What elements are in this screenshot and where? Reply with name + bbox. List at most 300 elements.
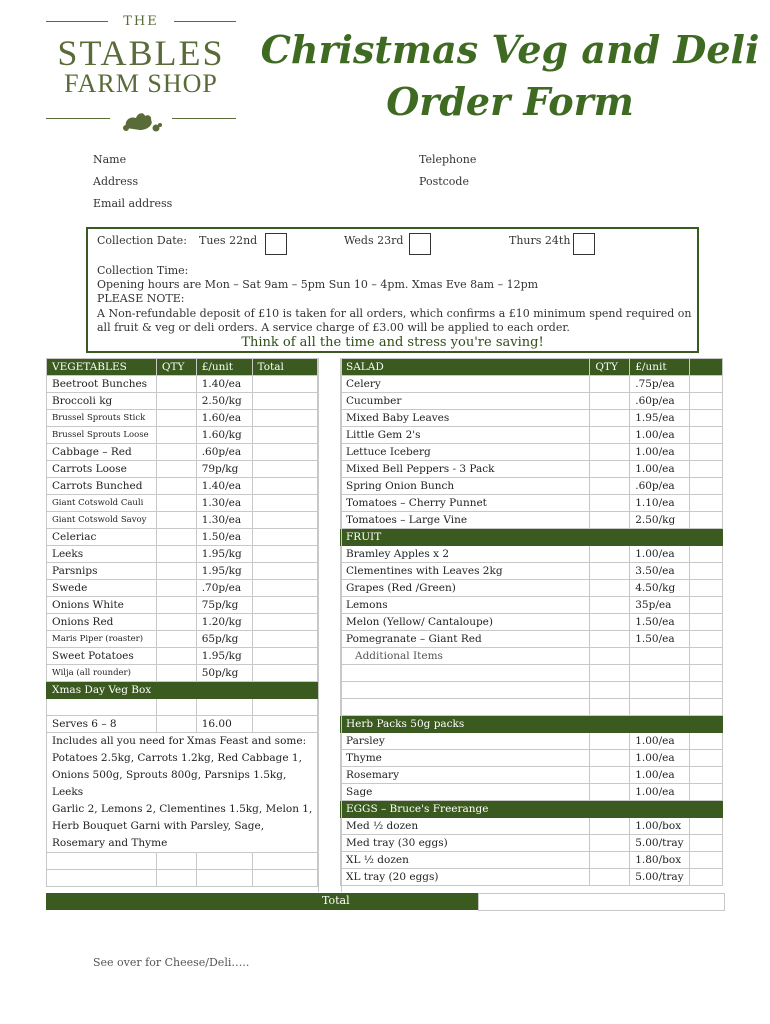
salad-row xyxy=(341,410,723,427)
fruit-row xyxy=(341,614,723,631)
blank-cell[interactable] xyxy=(156,870,196,887)
veg-item-name: Wilja (all rounder) xyxy=(47,665,157,682)
salad-total-cell[interactable] xyxy=(690,461,723,478)
veg-total-cell[interactable] xyxy=(252,580,317,597)
blank-cell[interactable] xyxy=(156,699,196,716)
veg-total-cell[interactable] xyxy=(252,461,317,478)
salad-total-cell[interactable] xyxy=(690,512,723,529)
fruit-item-name: Lemons xyxy=(341,597,590,614)
fruit-qty-cell[interactable] xyxy=(590,597,630,614)
fruit-item-name: Clementines with Leaves 2kg xyxy=(341,563,590,580)
salad-row xyxy=(341,376,723,393)
veg-total-cell[interactable] xyxy=(252,665,317,682)
herb-qty-cell[interactable] xyxy=(590,750,630,767)
note-line-1: A Non-refundable deposit of £10 is taken for all orders, which confirms a £10 minimum spend required on xyxy=(97,307,692,320)
salad-qty-cell[interactable] xyxy=(590,512,630,529)
veg-header: VEGETABLES xyxy=(47,359,157,376)
veg-qty-cell[interactable] xyxy=(156,512,196,529)
veg-qty-cell[interactable] xyxy=(156,597,196,614)
blank-row xyxy=(341,699,723,716)
fruit-qty-cell[interactable] xyxy=(590,614,630,631)
box-desc-line: Onions 500g, Sprouts 800g, Parsnips 1.5kg, Leeks xyxy=(52,769,287,798)
veg-price: .70p/ea xyxy=(196,580,252,597)
fruit-qty-cell[interactable] xyxy=(590,546,630,563)
center-divider xyxy=(318,358,342,892)
veg-qty-cell[interactable] xyxy=(156,427,196,444)
salad-total-cell[interactable] xyxy=(690,376,723,393)
veg-box-band xyxy=(47,682,318,699)
blank-row xyxy=(47,699,318,716)
logo-stables: STABLES xyxy=(57,33,225,73)
blank-cell[interactable] xyxy=(196,870,252,887)
collection-time-label: Collection Time: xyxy=(97,264,189,277)
salad-total-cell[interactable] xyxy=(690,393,723,410)
veg-item-name: Onions Red xyxy=(47,614,157,631)
serves-price: 16.00 xyxy=(196,716,252,733)
veg-item-name: Brussel Sprouts Loose xyxy=(47,427,157,444)
eggs-band xyxy=(341,801,723,818)
veg-item-name: Carrots Bunched xyxy=(47,478,157,495)
salad-row xyxy=(341,512,723,529)
logo-farm-shop: FARM SHOP xyxy=(64,69,218,98)
veg-qty-cell[interactable] xyxy=(156,461,196,478)
veg-qty-cell[interactable] xyxy=(156,529,196,546)
salad-item-name: Tomatoes – Large Vine xyxy=(341,512,590,529)
herb-total-cell[interactable] xyxy=(690,784,723,801)
veg-price: 1.20/kg xyxy=(196,614,252,631)
salad-row xyxy=(341,495,723,512)
veg-qty-cell[interactable] xyxy=(156,376,196,393)
salad-row xyxy=(341,478,723,495)
fruit-qty-cell[interactable] xyxy=(590,580,630,597)
veg-qty-cell[interactable] xyxy=(156,444,196,461)
blank-cell[interactable] xyxy=(252,853,317,870)
veg-row xyxy=(47,614,318,631)
salad-item-name: Celery xyxy=(341,376,590,393)
name-label: Name xyxy=(93,153,127,166)
box-desc-line: Rosemary and Thyme xyxy=(52,837,168,849)
veg-row xyxy=(47,393,318,410)
veg-item-name: Parsnips xyxy=(47,563,157,580)
veg-price: .60p/ea xyxy=(196,444,252,461)
footer-note: See over for Cheese/Deli….. xyxy=(93,956,250,969)
veg-qty-cell[interactable] xyxy=(156,546,196,563)
salad-qty-cell[interactable] xyxy=(590,461,630,478)
email-label: Email address xyxy=(93,197,173,210)
total-input[interactable] xyxy=(478,893,725,911)
veg-total-cell[interactable] xyxy=(252,614,317,631)
blank-cell[interactable] xyxy=(690,699,723,716)
veg-price: 1.60/ea xyxy=(196,410,252,427)
herb-total-cell[interactable] xyxy=(690,750,723,767)
fruit-label: FRUIT xyxy=(341,529,723,546)
fruit-item-name: Melon (Yellow/ Cantaloupe) xyxy=(341,614,590,631)
herb-price: 1.00/ea xyxy=(630,733,690,750)
salad-item-name: Tomatoes – Cherry Punnet xyxy=(341,495,590,512)
veg-price: 79p/kg xyxy=(196,461,252,478)
veg-total-cell[interactable] xyxy=(252,563,317,580)
herb-item-name: Thyme xyxy=(341,750,590,767)
veg-total-cell[interactable] xyxy=(252,529,317,546)
veg-row xyxy=(47,376,318,393)
veg-item-name: Sweet Potatoes xyxy=(47,648,157,665)
box-desc-line: Potatoes 2.5kg, Carrots 1.2kg, Red Cabbage 1, xyxy=(52,752,302,764)
veg-row xyxy=(47,410,318,427)
salad-header-row xyxy=(341,359,723,376)
telephone-label: Telephone xyxy=(419,153,477,166)
blank-cell[interactable] xyxy=(690,682,723,699)
shop-logo xyxy=(46,14,236,142)
fruit-total-cell[interactable] xyxy=(690,614,723,631)
veg-total-cell[interactable] xyxy=(252,427,317,444)
veg-item-name: Celeriac xyxy=(47,529,157,546)
fruit-total-cell[interactable] xyxy=(690,597,723,614)
blank-cell[interactable] xyxy=(341,665,590,682)
blank-row xyxy=(47,870,318,887)
veg-total-cell[interactable] xyxy=(252,376,317,393)
salad-price: 1.00/ea xyxy=(630,427,690,444)
salad-row xyxy=(341,444,723,461)
salad-item-name: Mixed Baby Leaves xyxy=(341,410,590,427)
egg-qty-cell[interactable] xyxy=(590,869,630,886)
eggs-label: EGGS – Bruce's Freerange xyxy=(341,801,723,818)
salad-total-cell[interactable] xyxy=(690,444,723,461)
page-title xyxy=(260,26,760,130)
fruit-row xyxy=(341,631,723,648)
veg-row xyxy=(47,529,318,546)
veg-qty-cell[interactable] xyxy=(156,563,196,580)
veg-row xyxy=(47,597,318,614)
fruit-row xyxy=(341,580,723,597)
salad-price: .60p/ea xyxy=(630,478,690,495)
veg-total-cell[interactable] xyxy=(252,478,317,495)
salad-item-name: Cucumber xyxy=(341,393,590,410)
address-label: Address xyxy=(93,175,139,188)
veg-row xyxy=(47,546,318,563)
blank-cell[interactable] xyxy=(47,853,157,870)
fruit-item-name: Grapes (Red /Green) xyxy=(341,580,590,597)
salad-qty-cell[interactable] xyxy=(590,495,630,512)
veg-total-cell[interactable] xyxy=(252,648,317,665)
box-desc-row xyxy=(47,733,318,853)
salad-header: SALAD xyxy=(341,359,590,376)
blank-cell[interactable] xyxy=(47,699,157,716)
blank-cell[interactable] xyxy=(196,699,252,716)
veg-row xyxy=(47,580,318,597)
veg-price: 1.50/ea xyxy=(196,529,252,546)
veg-price: 2.50/kg xyxy=(196,393,252,410)
please-note-label: PLEASE NOTE: xyxy=(97,292,185,305)
herb-item-name: Rosemary xyxy=(341,767,590,784)
blank-cell[interactable] xyxy=(252,699,317,716)
salad-total-cell[interactable] xyxy=(690,478,723,495)
veg-item-name: Maris Piper (roaster) xyxy=(47,631,157,648)
salad-item-name: Little Gem 2's xyxy=(341,427,590,444)
egg-row xyxy=(341,852,723,869)
herb-total-cell[interactable] xyxy=(690,767,723,784)
collection-box xyxy=(86,227,699,353)
tues-checkbox[interactable] xyxy=(265,233,287,255)
egg-qty-cell[interactable] xyxy=(590,852,630,869)
egg-qty-cell[interactable] xyxy=(590,835,630,852)
veg-total-cell[interactable] xyxy=(252,393,317,410)
egg-item-name: XL tray (20 eggs) xyxy=(341,869,590,886)
egg-total-cell[interactable] xyxy=(690,835,723,852)
salad-extra-header xyxy=(690,359,723,376)
salad-price: .60p/ea xyxy=(630,393,690,410)
egg-row xyxy=(341,818,723,835)
blank-cell[interactable] xyxy=(690,665,723,682)
veg-price: 1.30/ea xyxy=(196,495,252,512)
salad-price: 2.50/kg xyxy=(630,512,690,529)
veg-price: 1.95/kg xyxy=(196,563,252,580)
total-label: Total xyxy=(322,894,350,907)
egg-total-cell[interactable] xyxy=(690,869,723,886)
fruit-price: 1.50/ea xyxy=(630,631,690,648)
herb-row xyxy=(341,750,723,767)
veg-qty-cell[interactable] xyxy=(156,631,196,648)
blank-row xyxy=(47,853,318,870)
salad-price: 1.95/ea xyxy=(630,410,690,427)
egg-item-name: Med ½ dozen xyxy=(341,818,590,835)
veg-price: 1.30/ea xyxy=(196,512,252,529)
salad-row xyxy=(341,393,723,410)
herb-qty-cell[interactable] xyxy=(590,733,630,750)
veg-row xyxy=(47,665,318,682)
herb-price: 1.00/ea xyxy=(630,767,690,784)
salad-item-name: Lettuce Iceberg xyxy=(341,444,590,461)
veg-item-name: Giant Cotswold Cauli xyxy=(47,495,157,512)
salad-qty-cell[interactable] xyxy=(590,393,630,410)
egg-price: 1.00/box xyxy=(630,818,690,835)
veg-item-name: Carrots Loose xyxy=(47,461,157,478)
additional-items-label: Additional Items xyxy=(341,648,590,665)
salad-price: 1.10/ea xyxy=(630,495,690,512)
veg-total-cell[interactable] xyxy=(252,512,317,529)
egg-item-name: Med tray (30 eggs) xyxy=(341,835,590,852)
veg-total-cell[interactable] xyxy=(252,631,317,648)
serves-row xyxy=(47,716,318,733)
veg-qty-cell[interactable] xyxy=(156,393,196,410)
additional-row xyxy=(341,648,723,665)
blank-cell[interactable] xyxy=(341,699,590,716)
veg-qty-cell[interactable] xyxy=(156,648,196,665)
veg-price: 1.60/kg xyxy=(196,427,252,444)
egg-qty-cell[interactable] xyxy=(590,818,630,835)
veg-price: 50p/kg xyxy=(196,665,252,682)
blank-cell[interactable] xyxy=(156,853,196,870)
serves-label: Serves 6 – 8 xyxy=(47,716,157,733)
blank-cell[interactable] xyxy=(590,648,630,665)
veg-box-label: Xmas Day Veg Box xyxy=(47,682,318,699)
day-thurs: Thurs 24th xyxy=(509,234,571,247)
postcode-label: Postcode xyxy=(419,175,469,188)
veg-item-name: Cabbage – Red xyxy=(47,444,157,461)
logo-the: THE xyxy=(123,14,159,29)
blank-cell[interactable] xyxy=(590,699,630,716)
veg-qty-cell[interactable] xyxy=(156,665,196,682)
blank-row xyxy=(341,665,723,682)
veg-qty-cell[interactable] xyxy=(156,614,196,631)
veg-item-name: Onions White xyxy=(47,597,157,614)
tagline: Think of all the time and stress you're saving! xyxy=(241,335,544,350)
egg-item-name: XL ½ dozen xyxy=(341,852,590,869)
fruit-row xyxy=(341,563,723,580)
chicken-icon xyxy=(118,104,164,134)
veg-total-cell[interactable] xyxy=(252,444,317,461)
fruit-price: 4.50/kg xyxy=(630,580,690,597)
veg-row xyxy=(47,631,318,648)
salad-unit-header: £/unit xyxy=(630,359,690,376)
herb-price: 1.00/ea xyxy=(630,750,690,767)
fruit-band xyxy=(341,529,723,546)
blank-cell[interactable] xyxy=(47,870,157,887)
unit-header: £/unit xyxy=(196,359,252,376)
herb-total-cell[interactable] xyxy=(690,733,723,750)
fruit-price: 35p/ea xyxy=(630,597,690,614)
veg-row xyxy=(47,563,318,580)
day-weds: Weds 23rd xyxy=(344,234,404,247)
herb-band xyxy=(341,716,723,733)
herb-item-name: Parsley xyxy=(341,733,590,750)
veg-table xyxy=(46,358,318,887)
fruit-total-cell[interactable] xyxy=(690,580,723,597)
day-tues: Tues 22nd xyxy=(199,234,258,247)
veg-header-row xyxy=(47,359,318,376)
blank-cell[interactable] xyxy=(630,682,690,699)
veg-item-name: Giant Cotswold Savoy xyxy=(47,512,157,529)
blank-cell[interactable] xyxy=(196,853,252,870)
blank-row xyxy=(341,682,723,699)
veg-price: 1.40/ea xyxy=(196,376,252,393)
fruit-item-name: Bramley Apples x 2 xyxy=(341,546,590,563)
salad-qty-cell[interactable] xyxy=(590,444,630,461)
fruit-total-cell[interactable] xyxy=(690,631,723,648)
veg-price: 75p/kg xyxy=(196,597,252,614)
weds-checkbox[interactable] xyxy=(409,233,431,255)
fruit-row xyxy=(341,597,723,614)
salad-row xyxy=(341,461,723,478)
veg-row xyxy=(47,512,318,529)
veg-item-name: Swede xyxy=(47,580,157,597)
box-desc-line: Garlic 2, Lemons 2, Clementines 1.5kg, Melon 1, xyxy=(52,803,313,815)
salad-qty-header: QTY xyxy=(590,359,630,376)
veg-total-cell[interactable] xyxy=(252,410,317,427)
veg-item-name: Leeks xyxy=(47,546,157,563)
veg-item-name: Beetroot Bunches xyxy=(47,376,157,393)
veg-row xyxy=(47,495,318,512)
blank-cell[interactable] xyxy=(630,665,690,682)
total-header: Total xyxy=(252,359,317,376)
salad-total-cell[interactable] xyxy=(690,427,723,444)
egg-price: 1.80/box xyxy=(630,852,690,869)
herb-price: 1.00/ea xyxy=(630,784,690,801)
fruit-total-cell[interactable] xyxy=(690,563,723,580)
egg-total-cell[interactable] xyxy=(690,818,723,835)
salad-qty-cell[interactable] xyxy=(590,410,630,427)
blank-cell[interactable] xyxy=(630,648,690,665)
blank-cell[interactable] xyxy=(590,665,630,682)
salad-qty-cell[interactable] xyxy=(590,376,630,393)
blank-cell[interactable] xyxy=(341,682,590,699)
salad-item-name: Spring Onion Bunch xyxy=(341,478,590,495)
salad-price: 1.00/ea xyxy=(630,461,690,478)
herb-qty-cell[interactable] xyxy=(590,767,630,784)
veg-price: 1.40/ea xyxy=(196,478,252,495)
veg-total-cell[interactable] xyxy=(252,597,317,614)
veg-total-cell[interactable] xyxy=(252,495,317,512)
box-description xyxy=(47,733,318,853)
veg-qty-cell[interactable] xyxy=(156,410,196,427)
salad-qty-cell[interactable] xyxy=(590,427,630,444)
blank-cell[interactable] xyxy=(630,699,690,716)
veg-row xyxy=(47,427,318,444)
herb-row xyxy=(341,733,723,750)
fruit-item-name: Pomegranate – Giant Red xyxy=(341,631,590,648)
veg-row xyxy=(47,461,318,478)
herb-qty-cell[interactable] xyxy=(590,784,630,801)
salad-item-name: Mixed Bell Peppers - 3 Pack xyxy=(341,461,590,478)
egg-price: 5.00/tray xyxy=(630,835,690,852)
thurs-checkbox[interactable] xyxy=(573,233,595,255)
veg-item-name: Brussel Sprouts Stick xyxy=(47,410,157,427)
serves-qty-cell[interactable] xyxy=(156,716,196,733)
veg-price: 65p/kg xyxy=(196,631,252,648)
collection-date-label: Collection Date: xyxy=(97,234,187,247)
egg-price: 5.00/tray xyxy=(630,869,690,886)
egg-row xyxy=(341,835,723,852)
salad-price: .75p/ea xyxy=(630,376,690,393)
blank-cell[interactable] xyxy=(690,648,723,665)
veg-item-name: Broccoli kg xyxy=(47,393,157,410)
fruit-total-cell[interactable] xyxy=(690,546,723,563)
salad-price: 1.00/ea xyxy=(630,444,690,461)
opening-hours: Opening hours are Mon – Sat 9am – 5pm Sun 10 – 4pm. Xmas Eve 8am – 12pm xyxy=(97,278,539,291)
fruit-qty-cell[interactable] xyxy=(590,631,630,648)
egg-total-cell[interactable] xyxy=(690,852,723,869)
veg-qty-cell[interactable] xyxy=(156,580,196,597)
fruit-price: 1.00/ea xyxy=(630,546,690,563)
blank-cell[interactable] xyxy=(590,682,630,699)
blank-cell[interactable] xyxy=(252,870,317,887)
veg-row xyxy=(47,478,318,495)
salad-total-cell[interactable] xyxy=(690,495,723,512)
herb-row xyxy=(341,784,723,801)
serves-total-cell[interactable] xyxy=(252,716,317,733)
egg-row xyxy=(341,869,723,886)
veg-row xyxy=(47,444,318,461)
title-line-2: Order Form xyxy=(386,79,634,124)
salad-row xyxy=(341,427,723,444)
title-line-1: Christmas Veg and Deli xyxy=(260,27,760,72)
salad-total-cell[interactable] xyxy=(690,410,723,427)
herb-label: Herb Packs 50g packs xyxy=(341,716,723,733)
qty-header: QTY xyxy=(156,359,196,376)
salad-qty-cell[interactable] xyxy=(590,478,630,495)
fruit-price: 3.50/ea xyxy=(630,563,690,580)
veg-qty-cell[interactable] xyxy=(156,495,196,512)
veg-qty-cell[interactable] xyxy=(156,478,196,495)
herb-item-name: Sage xyxy=(341,784,590,801)
veg-price: 1.95/kg xyxy=(196,546,252,563)
veg-total-cell[interactable] xyxy=(252,546,317,563)
veg-price: 1.95/kg xyxy=(196,648,252,665)
fruit-price: 1.50/ea xyxy=(630,614,690,631)
note-line-2: all fruit & veg or deli orders. A service charge of £3.00 will be applied to each order. xyxy=(97,321,570,334)
herb-row xyxy=(341,767,723,784)
fruit-qty-cell[interactable] xyxy=(590,563,630,580)
fruit-row xyxy=(341,546,723,563)
